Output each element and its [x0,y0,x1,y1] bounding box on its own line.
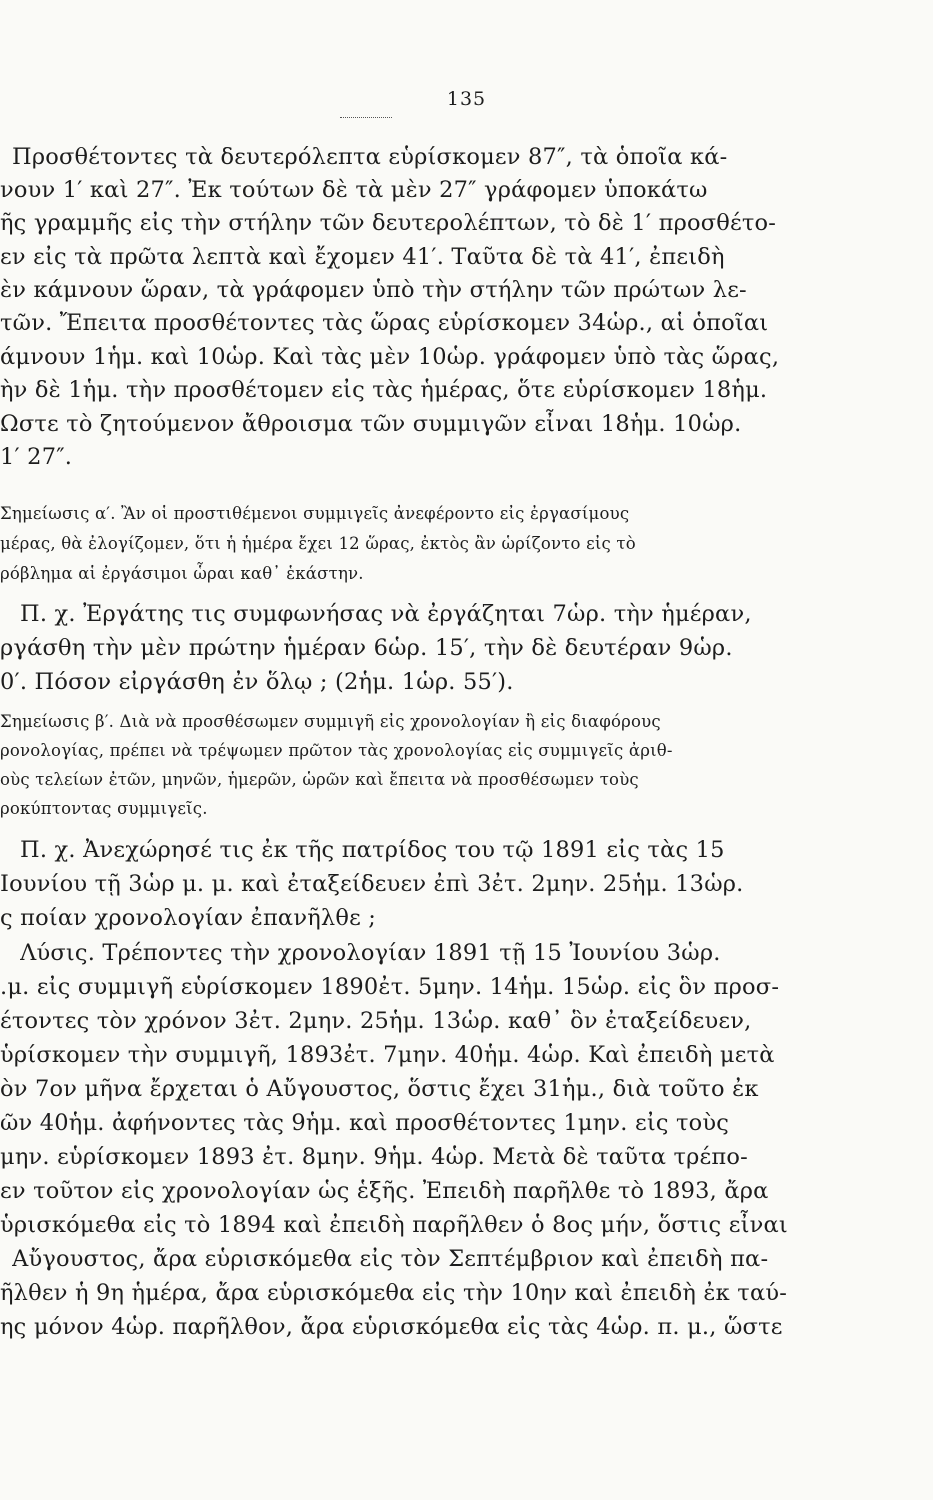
text-line: ῆλθεν ἡ 9η ἡμέρα, ἄρα εὑρισκόμεθα εἰς τὴν 10ην καὶ ἐπειδὴ ἐκ ταύ- [0,1280,788,1306]
text-line: Λύσις. Τρέποντες τὴν χρονολογίαν 1891 τῇ 15 Ἰουνίου 3ὡρ. [20,940,721,966]
text-line: άμνουν 1ἡμ. καὶ 10ὡρ. Καὶ τὰς μὲν 10ὡρ. γράφομεν ὑπὸ τὰς ὥρας, [0,344,780,370]
note-line: ρονολογίας, πρέπει νὰ τρέψωμεν πρῶτον τὰς χρονολογίας εἰς συμμιγεῖς ἀριθ- [0,741,673,760]
text-line: ης μόνον 4ὡρ. παρῆλθον, ἄρα εὑρισκόμεθα εἰς τὰς 4ὡρ. π. μ., ὥστε [0,1314,783,1340]
page-number: 135 [446,88,487,110]
page-number-underline [340,117,392,118]
text-line: εν εἰς τὰ πρῶτα λεπτὰ καὶ ἔχομεν 41′. Ταῦτα δὲ τὰ 41′, ἐπειδὴ [0,244,725,270]
text-line: ὸν 7ον μῆνα ἔρχεται ὁ Αὔγουστος, ὅστις ἔχει 31ἡμ., διὰ τοῦτο ἐκ [0,1076,759,1102]
text-line: νουν 1′ καὶ 27″. Ἐκ τούτων δὲ τὰ μὲν 27″ γράφομεν ὑποκάτω [0,177,708,203]
text-line: 1′ 27″. [0,444,73,470]
text-line: Π. χ. Ἐργάτης τις συμφωνήσας νὰ ἐργάζηται 7ὡρ. τὴν ἡμέραν, [20,601,752,627]
text-line: μην. εὑρίσκομεν 1893 ἐτ. 8μην. 9ἡμ. 4ὡρ. Μετὰ δὲ ταῦτα τρέπο- [0,1144,748,1170]
text-line: Ιουνίου τῇ 3ὡρ μ. μ. καὶ ἐταξείδευεν ἐπὶ 3ἐτ. 2μην. 25ἡμ. 13ὡρ. [0,871,744,897]
text-line: .μ. εἰς συμμιγῆ εὑρίσκομεν 1890ἐτ. 5μην. 14ἡμ. 15ὡρ. εἰς ὃν προσ- [0,974,780,1000]
note-line: ρόβλημα αἱ ἐργάσιμοι ὧραι καθ᾽ ἑκάστην. [0,564,364,583]
note-line: Σημείωσις β′. Διὰ νὰ προσθέσωμεν συμμιγῆ εἰς χρονολογίαν ἢ εἰς διαφόρους [0,712,661,731]
text-line: εν τοῦτον εἰς χρονολογίαν ὡς ἑξῆς. Ἐπειδὴ παρῆλθε τὸ 1893, ἄρα [0,1178,769,1204]
text-line: ῆς γραμμῆς εἰς τὴν στήλην τῶν δευτερολέπτων, τὸ δὲ 1′ προσθέτο- [0,210,777,236]
text-line: ὑρισκόμεθα εἰς τὸ 1894 καὶ ἐπειδὴ παρῆλθεν ὁ 8ος μήν, ὅστις εἶναι [0,1212,788,1238]
note-line: οὺς τελείων ἐτῶν, μηνῶν, ἡμερῶν, ὡρῶν καὶ ἔπειτα νὰ προσθέσωμεν τοὺς [0,770,639,789]
text-line: ὴν δὲ 1ἡμ. τὴν προσθέτομεν εἰς τὰς ἡμέρας, ὅτε εὑρίσκομεν 18ἡμ. [0,377,768,403]
note-line: Σημείωσις α′. Ἂν οἱ προστιθέμενοι συμμιγεῖς ἀνεφέροντο εἰς ἐργασίμους [0,504,630,523]
text-line: Ωστε τὸ ζητούμενον ἄθροισμα τῶν συμμιγῶν εἶναι 18ἡμ. 10ὡρ. [0,411,742,437]
note-line: μέρας, θὰ ἐλογίζομεν, ὅτι ἡ ἡμέρα ἔχει 12 ὥρας, ἐκτὸς ἂν ὡρίζοντο εἰς τὸ [0,534,636,553]
text-line: ὑρίσκομεν τὴν συμμιγῆ, 1893ἐτ. 7μην. 40ἡμ. 4ὡρ. Καὶ ἐπειδὴ μετὰ [0,1042,775,1068]
text-line: ὲν κάμνουν ὥραν, τὰ γράφομεν ὑπὸ τὴν στήλην τῶν πρώτων λε- [0,277,747,303]
text-line: έτοντες τὸν χρόνον 3ἐτ. 2μην. 25ἡμ. 13ὡρ. καθ᾽ ὃν ἐταξείδευεν, [0,1008,752,1034]
text-line: 0′. Πόσον εἰργάσθη ἐν ὅλῳ ; (2ἡμ. 1ὡρ. 55′). [0,669,514,695]
text-line: ς ποίαν χρονολογίαν ἐπανῆλθε ; [0,905,377,931]
text-line: Προσθέτοντες τὰ δευτερόλεπτα εὑρίσκομεν 87″, τὰ ὁποῖα κά- [12,144,728,170]
text-line: ργάσθη τὴν μὲν πρώτην ἡμέραν 6ὡρ. 15′, τὴν δὲ δευτέραν 9ὡρ. [0,635,733,661]
text-line: Αὔγουστος, ἄρα εὑρισκόμεθα εἰς τὸν Σεπτέμβριον καὶ ἐπειδὴ πα- [12,1246,769,1272]
note-line: ροκύπτοντας συμμιγεῖς. [0,799,208,818]
text-line: τῶν. Ἔπειτα προσθέτοντες τὰς ὥρας εὑρίσκομεν 34ὡρ., αἱ ὁποῖαι [0,310,769,336]
text-line: Π. χ. Ἀνεχώρησέ τις ἐκ τῆς πατρίδος του τῷ 1891 εἰς τὰς 15 [20,837,725,863]
text-line: ῶν 40ἡμ. ἀφήνοντες τὰς 9ἡμ. καὶ προσθέτοντες 1μην. εἰς τοὺς [0,1110,730,1136]
